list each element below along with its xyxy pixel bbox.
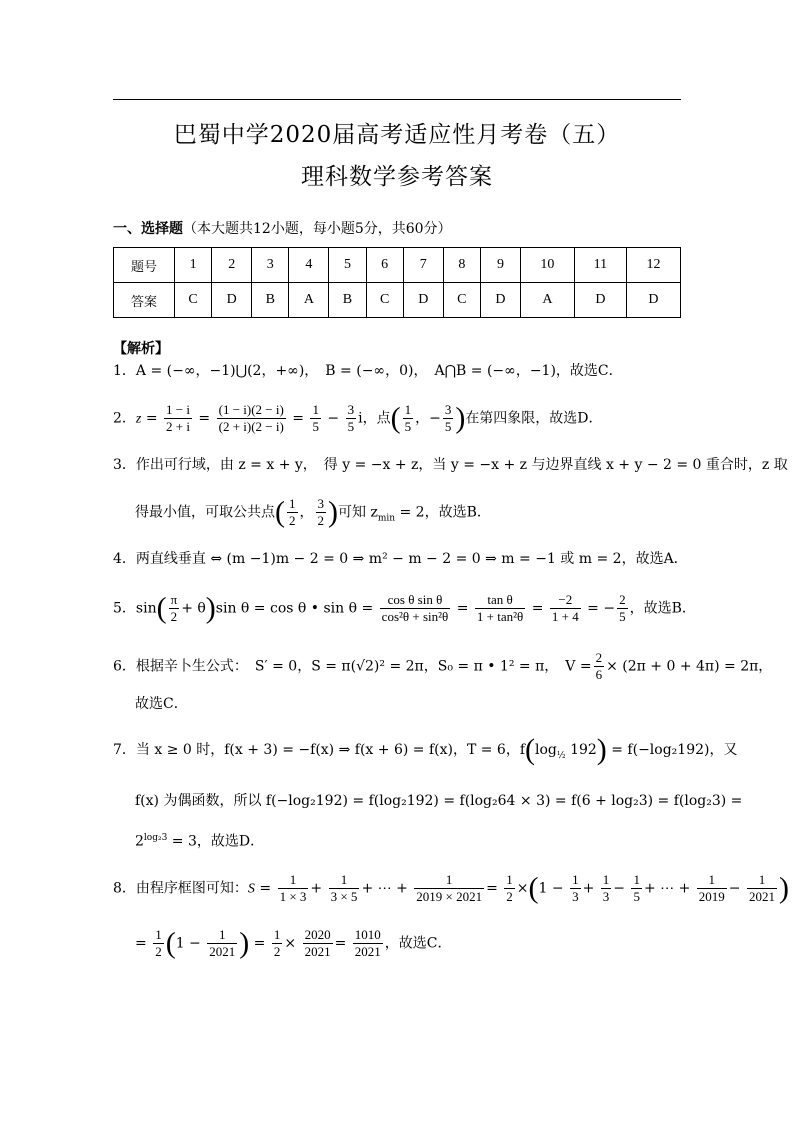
analysis-label: 【解析】 [113, 341, 169, 357]
solution-8-text: 8．由程序框图可知： [113, 880, 248, 897]
solution-4: 4．两直线垂直 ⇔ (m −1)m − 2 = 0 ⇒ m² − m − 2 = 0 ⇒ m = −1 或 m = 2，故选A． [113, 551, 688, 567]
solution-6-line2: 故选C． [135, 696, 188, 712]
row-header-number: 题号 [114, 248, 175, 283]
solution-7-line2: f(x) 为偶函数，所以 f(−log₂192) = f(log₂192) = f(log₂64 × 3) = f(6 + log₂3) = f(log₂3) = [135, 793, 743, 809]
page-title: 巴蜀中学2020届高考适应性月考卷（五） [173, 122, 621, 148]
solution-5: 5．sin( $\frac{\pi}{2}$ + θ)sin θ = cos θ • sin θ = $\frac{\text{cos θ sin θ}}{\text{cos²θ + sin²θ}}$ = $\frac{\text{tan θ}}{\text{1 + tan²θ}}$ = $\frac{-2}{1 + 4}$ = − $\frac{2}{5}$ ，故选B． [113, 591, 696, 625]
top-rule [113, 99, 681, 100]
table-cell: B [252, 283, 289, 318]
solution-7-line3: $2^{log_23} = 3$，故选D． [135, 833, 265, 850]
solution-2: 2．z = $\frac{1 - i}{2 + i}$ = $\frac{(1 - i)(2 - i)}{(2 + i)(2 - i)}$ = $\frac{1}{5}$ − $\frac{3}{5}$ i，点( $\frac{1}{5}$ ，− $\frac{3}{5}$ )在第四象限，故选D． [113, 401, 603, 435]
table-cell: 12 [626, 248, 680, 283]
table-cell: A [520, 283, 574, 318]
table-cell: 9 [480, 248, 520, 283]
solution-8-line1: 8．由程序框图可知：S = $\frac{1}{1 \times 3}$ + $\frac{1}{3 \times 5}$ + ⋯ + $\frac{1}{2019 \times 2021}$ = $\frac{1}{2}$ ×(1 − $\frac{1}{3}$ + $\frac{1}{3}$ − $\frac{1}{5}$ + ⋯ + $\frac{1}{2019}$ − $\frac{1}{2021}$ ) [113, 871, 789, 905]
solution-3-conclusion: = 2，故选B． [395, 504, 491, 521]
solution-3-line1: 3．作出可行域，由 z = x + y， 得 y = −x + z，当 y = −x + z 与边界直线 x + y − 2 = 0 重合时，z 取 [113, 457, 788, 473]
solution-7-text2: ，又 [709, 742, 738, 758]
section-label: 一、选择题 [113, 221, 183, 237]
table-cell: D [626, 283, 680, 318]
table-cell: A [289, 283, 329, 318]
table-cell: 1 [175, 248, 212, 283]
table-cell: 10 [520, 248, 574, 283]
table-cell: 11 [574, 248, 626, 283]
solution-2-number: 2． [113, 410, 136, 427]
solution-2-text: ，点 [362, 410, 391, 427]
table-cell: C [175, 283, 212, 318]
solution-8-conclusion: ，故选C． [384, 935, 452, 952]
table-cell: D [574, 283, 626, 318]
section-note: （本大题共12小题，每小题5分，共60分） [183, 221, 452, 237]
section-heading [113, 218, 452, 238]
solution-3-subscript: min [377, 513, 396, 524]
table-row [114, 283, 681, 318]
solution-8-line2: = $\frac{1}{2}$ (1 − $\frac{1}{2021}$ ) = $\frac{1}{2}$ × $\frac{2020}{2021}$ = $\frac{1010}{2021}$ ，故选C． [135, 926, 452, 960]
table-cell: 6 [366, 248, 403, 283]
solution-2-conclusion: 在第四象限，故选D． [465, 410, 603, 427]
page-subtitle: 理科数学参考答案 [301, 164, 493, 190]
solution-5-conclusion: ，故选B． [629, 600, 696, 617]
solution-3-line2: 得最小值，可取公共点( $\frac{1}{2}$ ， $\frac{3}{2}$ )可知 $z_{min} = 2$，故选B． [135, 495, 491, 529]
solution-7-line1: 7．当 x ≥ 0 时，f(x + 3) = −f(x) ⇒ f(x + 6) = f(x)，T = 6，$f(\log_{\frac{1}{2}}$ 192) = f(−log₂192)，又 [113, 733, 738, 766]
table-cell: 7 [403, 248, 443, 283]
solution-3-text: 得最小值，可取公共点 [135, 504, 275, 521]
table-cell: 3 [252, 248, 289, 283]
solution-7-text: 7．当 x ≥ 0 时，f(x + 3) = −f(x) ⇒ f(x + 6) = f(x)，T = 6， [113, 742, 520, 758]
table-cell: D [403, 283, 443, 318]
table-cell: 4 [289, 248, 329, 283]
solution-3-text2: 可知 z [338, 504, 378, 521]
solution-6-text: 6．根据辛卜生公式： S′ = 0，S = π(√2)² = 2π，S₀ = π • 1² = π， V = [113, 658, 592, 675]
table-cell: 5 [329, 248, 366, 283]
answer-table [113, 247, 681, 318]
table-cell: C [366, 283, 403, 318]
table-cell: C [443, 283, 480, 318]
table-cell: 2 [212, 248, 252, 283]
solution-7-conclusion: = 3，故选D． [167, 833, 265, 850]
table-row [114, 248, 681, 283]
row-header-answer: 答案 [114, 283, 175, 318]
table-cell: 8 [443, 248, 480, 283]
table-cell: B [329, 283, 366, 318]
table-cell: D [480, 283, 520, 318]
solution-5-number: 5． [113, 600, 136, 617]
solution-6-text2: × (2π + 0 + 4π) = 2π， [606, 658, 773, 675]
solution-1: 1．A = (−∞，−1)⋃(2，+∞)， B = (−∞，0)， A⋂B = (−∞，−1)，故选C． [113, 363, 623, 379]
solution-6-line1: 6．根据辛卜生公式： S′ = 0，S = π(√2)² = 2π，S₀ = π • 1² = π， V = $\frac{2}{6}$ × (2π + 0 + 4π) = 2π， [113, 650, 773, 682]
table-cell: D [212, 283, 252, 318]
